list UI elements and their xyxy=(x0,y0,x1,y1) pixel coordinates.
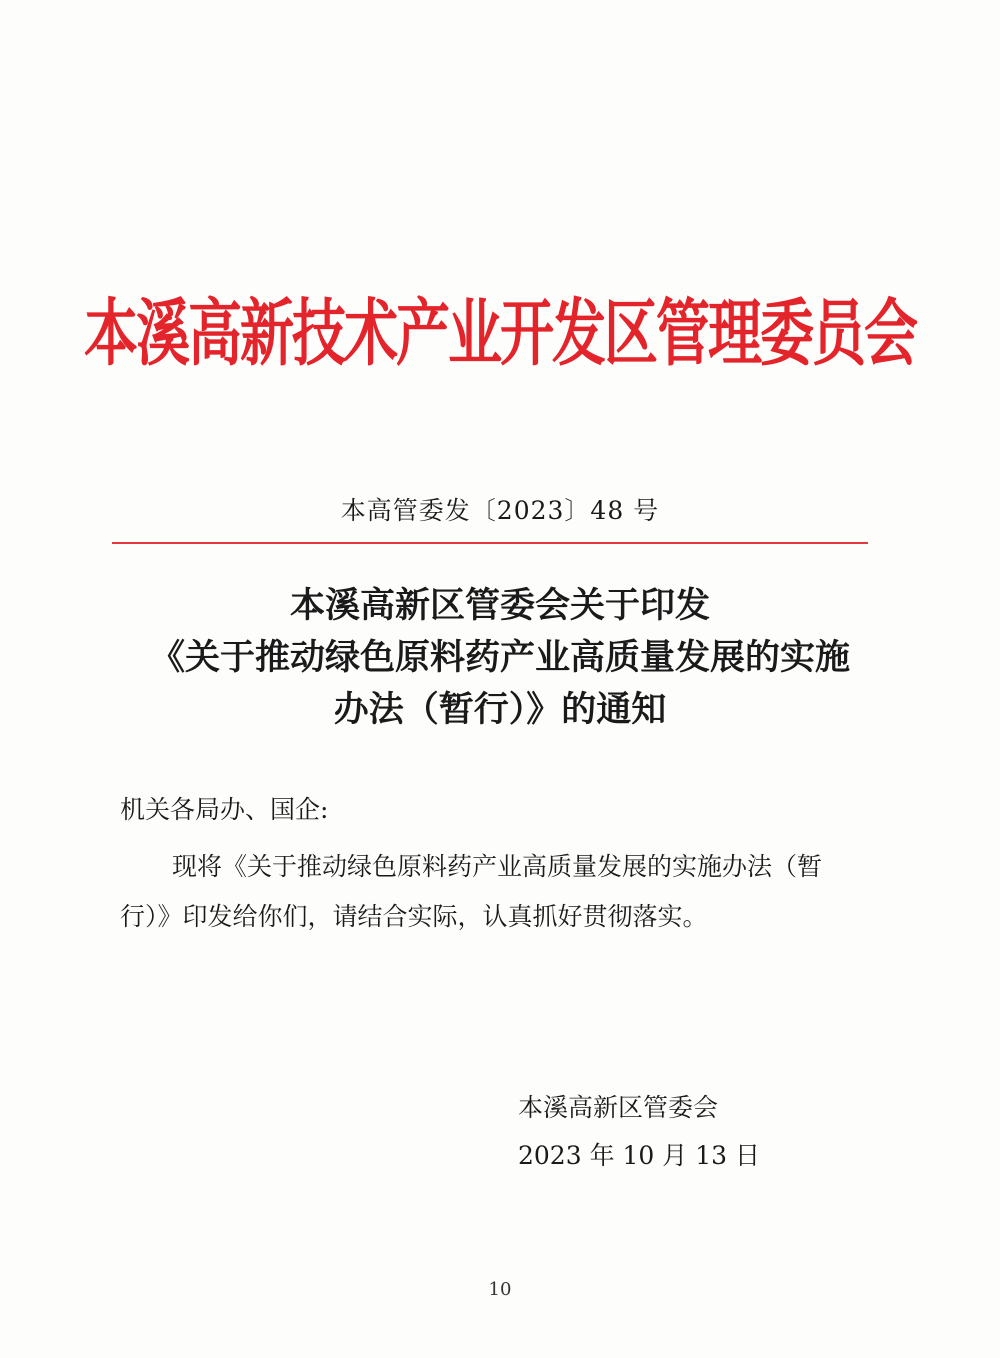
signature-block xyxy=(518,1084,760,1180)
title-line-1: 本溪高新区管委会关于印发 xyxy=(289,585,710,626)
document-number: 本高管委发〔2023〕48 号 xyxy=(340,496,660,525)
body-paragraph xyxy=(120,842,900,942)
signature-date: 2023 年 10 月 13 日 xyxy=(518,1141,760,1170)
title-line-2: 《关于推动绿色原料药产业高质量发展的实施 xyxy=(149,637,850,678)
body-line-1: 现将《关于推动绿色原料药产业高质量发展的实施办法（暂 xyxy=(172,852,823,881)
title-line-3: 办法（暂行）》的通知 xyxy=(333,689,667,730)
red-divider-line xyxy=(112,542,868,544)
page-number: 10 xyxy=(488,1279,512,1300)
body-line-2: 行）》印发给你们，请结合实际，认真抓好贯彻落实。 xyxy=(120,902,708,931)
document-title xyxy=(100,580,900,736)
signature-issuer: 本溪高新区管委会 xyxy=(518,1093,719,1122)
salutation: 机关各局办、国企: xyxy=(120,795,329,824)
issuing-organization-header: 本溪高新技术产业开发区管理委员会 xyxy=(84,289,916,376)
